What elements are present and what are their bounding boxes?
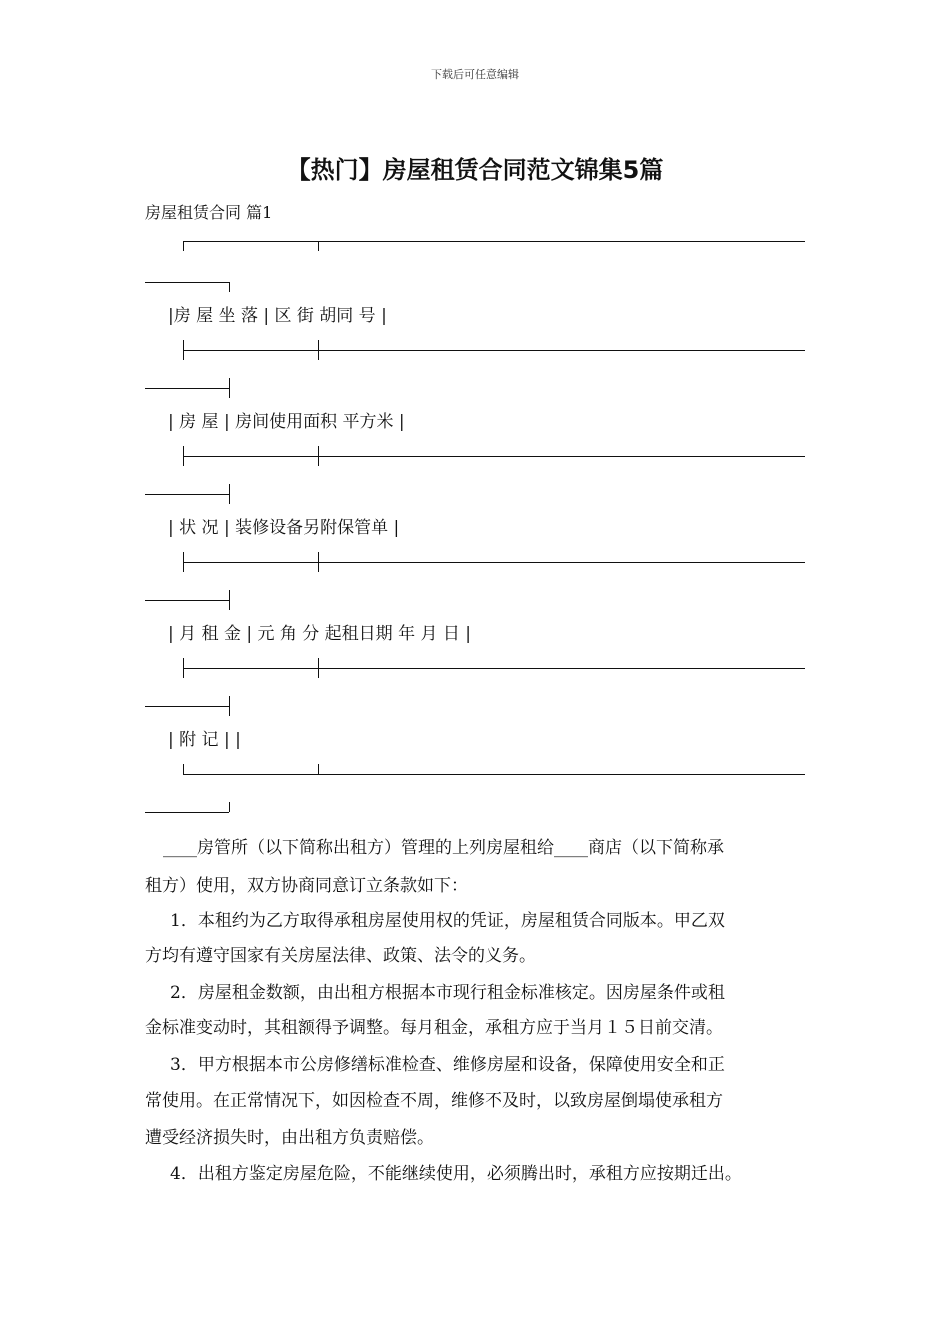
paragraph-line: 2．房屋租金数额，由出租方根据本市现行租金标准核定。因房屋条件或租 [170,983,725,1003]
table-row-condition: | 状 况 | 装修设备另附保管单 | [168,518,400,538]
document-title: 【热门】房屋租赁合同范文锦集5篇 [286,156,664,184]
table-row-notes: | 附 记 | | [168,730,241,750]
paragraph-line: 1．本租约为乙方取得承租房屋使用权的凭证，房屋租赁合同版本。甲乙双 [170,911,725,931]
header-note: 下载后可任意编辑 [431,68,519,81]
table-row-rent: | 月 租 金 | 元 角 分 起租日期 年 月 日 | [168,624,472,644]
paragraph-line: 4．出租方鉴定房屋危险，不能继续使用，必须腾出时，承租方应按期迁出。 [170,1164,742,1184]
section-subtitle: 房屋租赁合同 篇1 [145,203,273,222]
paragraph-line: 金标准变动时，其租额得予调整。每月租金，承租方应于当月１５日前交清。 [145,1018,723,1038]
paragraph-line: 常使用。在正常情况下，如因检查不周，维修不及时，以致房屋倒塌使承租方 [145,1091,723,1111]
paragraph-line: ____房管所（以下简称出租方）管理的上列房屋租给____商店（以下简称承 [163,838,724,858]
paragraph-line: 遭受经济损失时，由出租方负责赔偿。 [145,1128,434,1148]
table-row-location: |房 屋 坐 落 | 区 街 胡同 号 | [168,306,387,326]
paragraph-line: 方均有遵守国家有关房屋法律、政策、法令的义务。 [145,946,536,966]
paragraph-line: 3．甲方根据本市公房修缮标准检查、维修房屋和设备，保障使用安全和正 [170,1055,725,1075]
paragraph-line: 租方）使用，双方协商同意订立条款如下： [145,876,468,896]
table-row-house: | 房 屋 | 房间使用面积 平方米 | [168,412,405,432]
